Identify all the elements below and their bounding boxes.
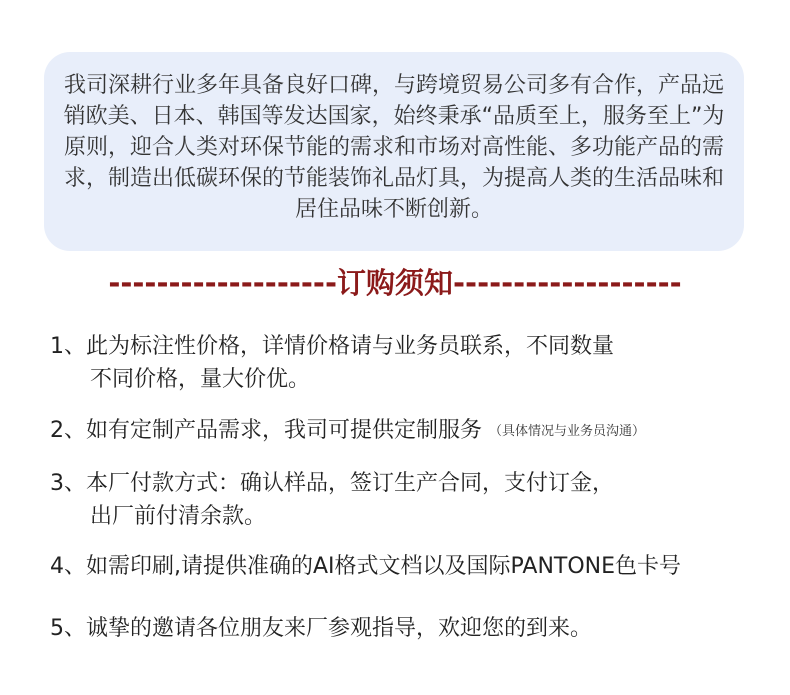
intro-text: 我司深耕行业多年具备良好口碑，与跨境贸易公司多有合作，产品远销欧美、日本、韩国等发达国家，始终秉承“品质至上，服务至上”为原则，迎合人类对环保节能的需求和市场对高性能、多功能产品的需求，制造出低碳环保的节能装饰礼品灯具，为提高人类的生活品味和居住品味不断创新。 [63,73,725,222]
notice-item-2 [50,414,780,448]
notice-item-3 [50,467,780,533]
notice-text-continuation: 出厂前付清余款。 [90,504,267,529]
notice-item-1 [50,330,780,396]
notice-text: 如需印刷,请提供准确的AI格式文档以及国际PANTONE色卡号 [86,554,682,579]
notice-number: 1、 [50,334,86,359]
section-title: -------------------订购须知------------------- [108,266,682,300]
notice-number: 4、 [50,554,86,579]
notice-text-continuation: 不同价格，量大价优。 [90,367,311,392]
notice-number: 5、 [50,616,86,641]
notice-text: 本厂付款方式：确认样品，签订生产合同，支付订金， [86,471,615,496]
intro-box [44,52,744,251]
notice-text: 诚挚的邀请各位朋友来厂参观指导，欢迎您的到来。 [86,616,593,641]
notice-item-4 [50,550,780,583]
notice-number: 2、 [50,418,86,443]
notice-number: 3、 [50,471,86,496]
notice-text: 此为标注性价格，详情价格请与业务员联系，不同数量 [86,334,615,359]
notice-text: 如有定制产品需求，我司可提供定制服务 [86,418,483,443]
notice-note: （具体情况与业务员沟通） [489,424,646,439]
notice-item-5 [50,612,780,645]
